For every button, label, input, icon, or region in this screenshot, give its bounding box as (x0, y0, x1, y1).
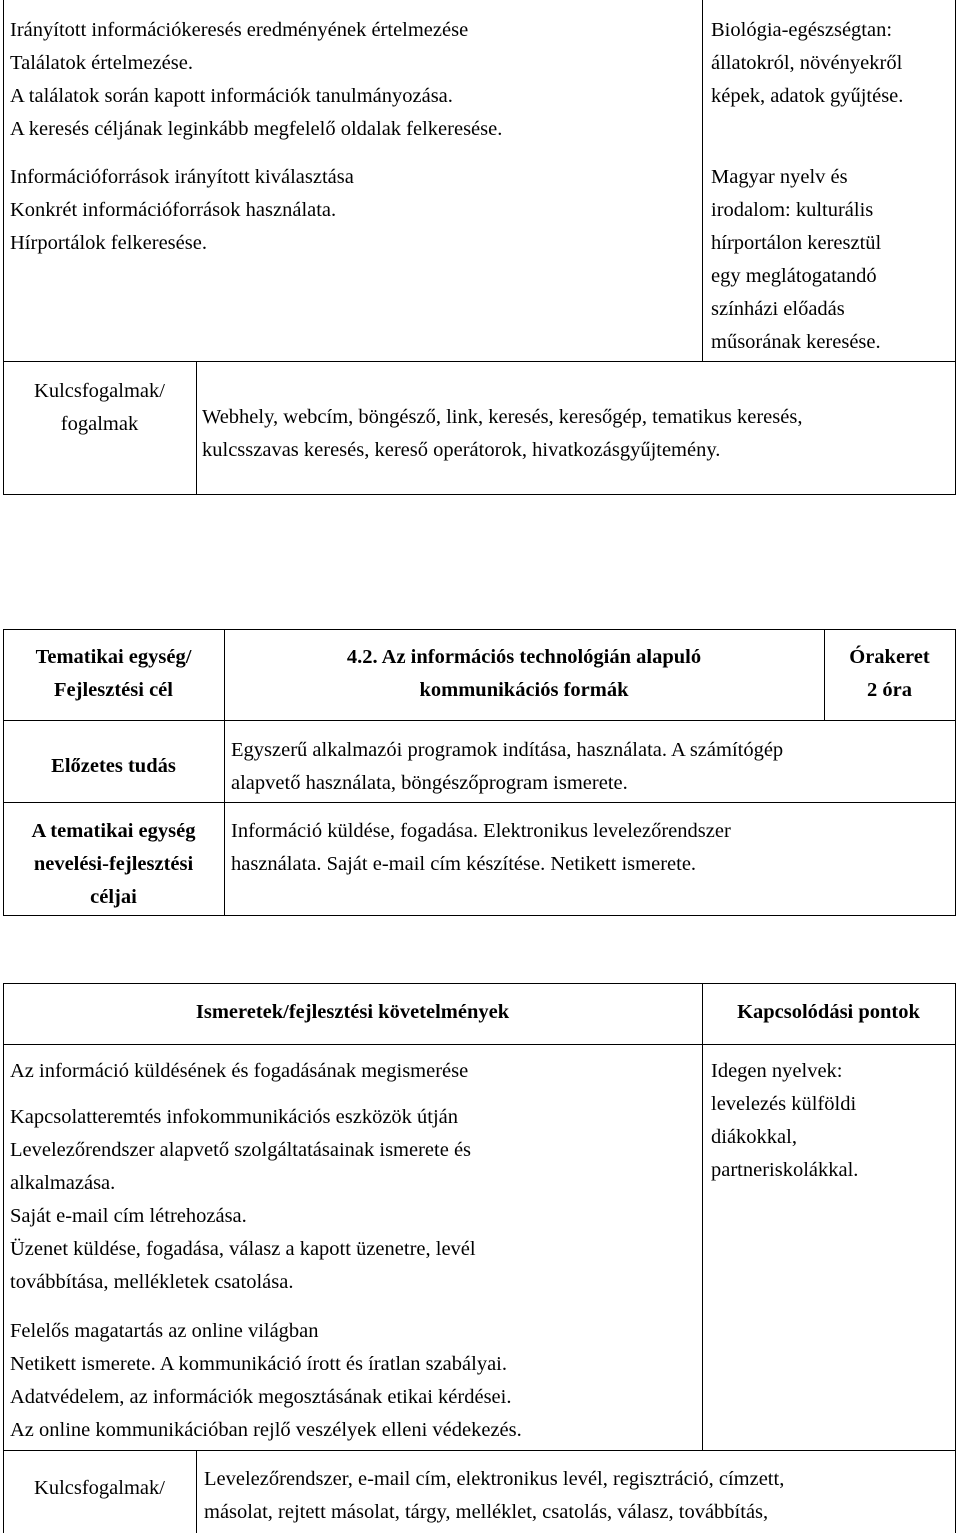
text-line: használata. Saját e-mail cím készítése. Netikett ismerete. (231, 853, 697, 875)
text-line: Felelős magatartás az online világban (10, 1320, 319, 1342)
label-line: nevelési-fejlesztési (33, 853, 194, 875)
text-line: Adatvédelem, az információk megosztásának etikai kérdései. (10, 1386, 512, 1408)
text-line: Hírportálok felkeresése. (10, 232, 207, 254)
label-line: Tematikai egység/ (35, 646, 192, 668)
text-line: Irányított információkeresés eredményének értelmezése (10, 19, 469, 41)
text-line: Információforrások irányított kiválasztása (10, 166, 354, 188)
label-line: Kulcsfogalmak/ (34, 1477, 165, 1499)
connections-header (702, 996, 955, 1029)
text-line: levelezés külföldi (711, 1093, 857, 1115)
text-line: Levelezőrendszer, e-mail cím, elektronikus levél, regisztráció, címzett, (204, 1468, 785, 1490)
text-line: továbbítása, mellékletek csatolása. (10, 1271, 294, 1293)
block-title: Az információ küldésének és fogadásának megismerése (10, 1060, 469, 1082)
text-line: diákokkal, (711, 1126, 797, 1148)
text-line: Az online kommunikációban rejlő veszélyek elleni védekezés. (10, 1419, 522, 1441)
text-line: alkalmazása. (10, 1172, 116, 1194)
keywords-text-2 (204, 1463, 784, 1529)
text-line: Információ küldése, fogadása. Elektronikus levelezőrendszer (231, 820, 731, 842)
header-text: Ismeretek/fejlesztési követelmények (195, 1001, 510, 1023)
hours-label: Órakeret (849, 646, 930, 668)
keywords-label-2 (3, 1472, 196, 1505)
prior-label (3, 750, 224, 783)
text-line: másolat, rejtett másolat, tárgy, melléklet, csatolás, válasz, továbbítás, (204, 1501, 769, 1523)
header-text: Kapcsolódási pontok (737, 1001, 920, 1023)
text-line: Konkrét információforrások használata. (10, 199, 337, 221)
req-block-3 (10, 1315, 522, 1447)
text-line: irodalom: kulturális (711, 199, 874, 221)
text-line: partneriskolákkal. (711, 1159, 859, 1181)
left-block-1 (10, 14, 502, 146)
label-line: Fejlesztési cél (54, 679, 173, 701)
text-line: Magyar nyelv és (711, 166, 848, 188)
text-line: Egyszerű alkalmazói programok indítása, használata. A számítógép (231, 739, 784, 761)
goals-text (231, 815, 731, 881)
label-line: fogalmak (60, 413, 139, 435)
right-block-2 (711, 161, 881, 359)
text-line: hírportálon keresztül (711, 232, 882, 254)
right-block-1 (711, 14, 903, 113)
label-line: céljai (90, 886, 137, 908)
text-line: Biológia-egészségtan: (711, 19, 893, 41)
text-line: műsorának keresése. (711, 331, 881, 353)
text-line: Üzenet küldése, fogadása, válasz a kapott üzenetre, levél (10, 1238, 476, 1260)
goals-label (3, 815, 224, 914)
title-line: kommunikációs formák (419, 679, 629, 701)
text-line: Webhely, webcím, böngésző, link, keresés, keresőgép, tematikus keresés, (202, 406, 803, 428)
unit-title (224, 641, 824, 707)
req-block-2 (10, 1101, 476, 1299)
prior-text (231, 734, 783, 800)
unit-label (3, 641, 224, 707)
requirements-header (3, 996, 702, 1029)
keywords-label (3, 375, 196, 441)
label-line: A tematikai egység (31, 820, 196, 842)
text-line: Levelezőrendszer alapvető szolgáltatásainak ismerete és (10, 1139, 472, 1161)
hours-value: 2 óra (867, 679, 912, 701)
hours-cell (824, 641, 955, 707)
text-line: A keresés céljának leginkább megfelelő oldalak felkeresése. (10, 118, 503, 140)
req-block-1 (10, 1055, 468, 1088)
text-line: állatokról, növényekről (711, 52, 903, 74)
text-line: alapvető használata, böngészőprogram ismerete. (231, 772, 628, 794)
text-line: színházi előadás (711, 298, 845, 320)
text-line: A találatok során kapott információk tanulmányozása. (10, 85, 453, 107)
left-block-2 (10, 161, 354, 260)
connections-text (711, 1055, 858, 1187)
text-line: Kapcsolatteremtés infokommunikációs eszközök útján (10, 1106, 459, 1128)
keywords-text (202, 401, 802, 467)
text-line: Idegen nyelvek: (711, 1060, 843, 1082)
label-line: Kulcsfogalmak/ (34, 380, 165, 402)
text-line: Találatok értelmezése. (10, 52, 193, 74)
text-line: kulcsszavas keresés, kereső operátorok, hivatkozásgyűjtemény. (202, 439, 721, 461)
text-line: Netikett ismerete. A kommunikáció írott és íratlan szabályai. (10, 1353, 507, 1375)
text-line: egy meglátogatandó (711, 265, 877, 287)
title-line: 4.2. Az információs technológián alapuló (346, 646, 702, 668)
text-line: képek, adatok gyűjtése. (711, 85, 904, 107)
text-line: Saját e-mail cím létrehozása. (10, 1205, 247, 1227)
label-line: Előzetes tudás (51, 755, 176, 777)
